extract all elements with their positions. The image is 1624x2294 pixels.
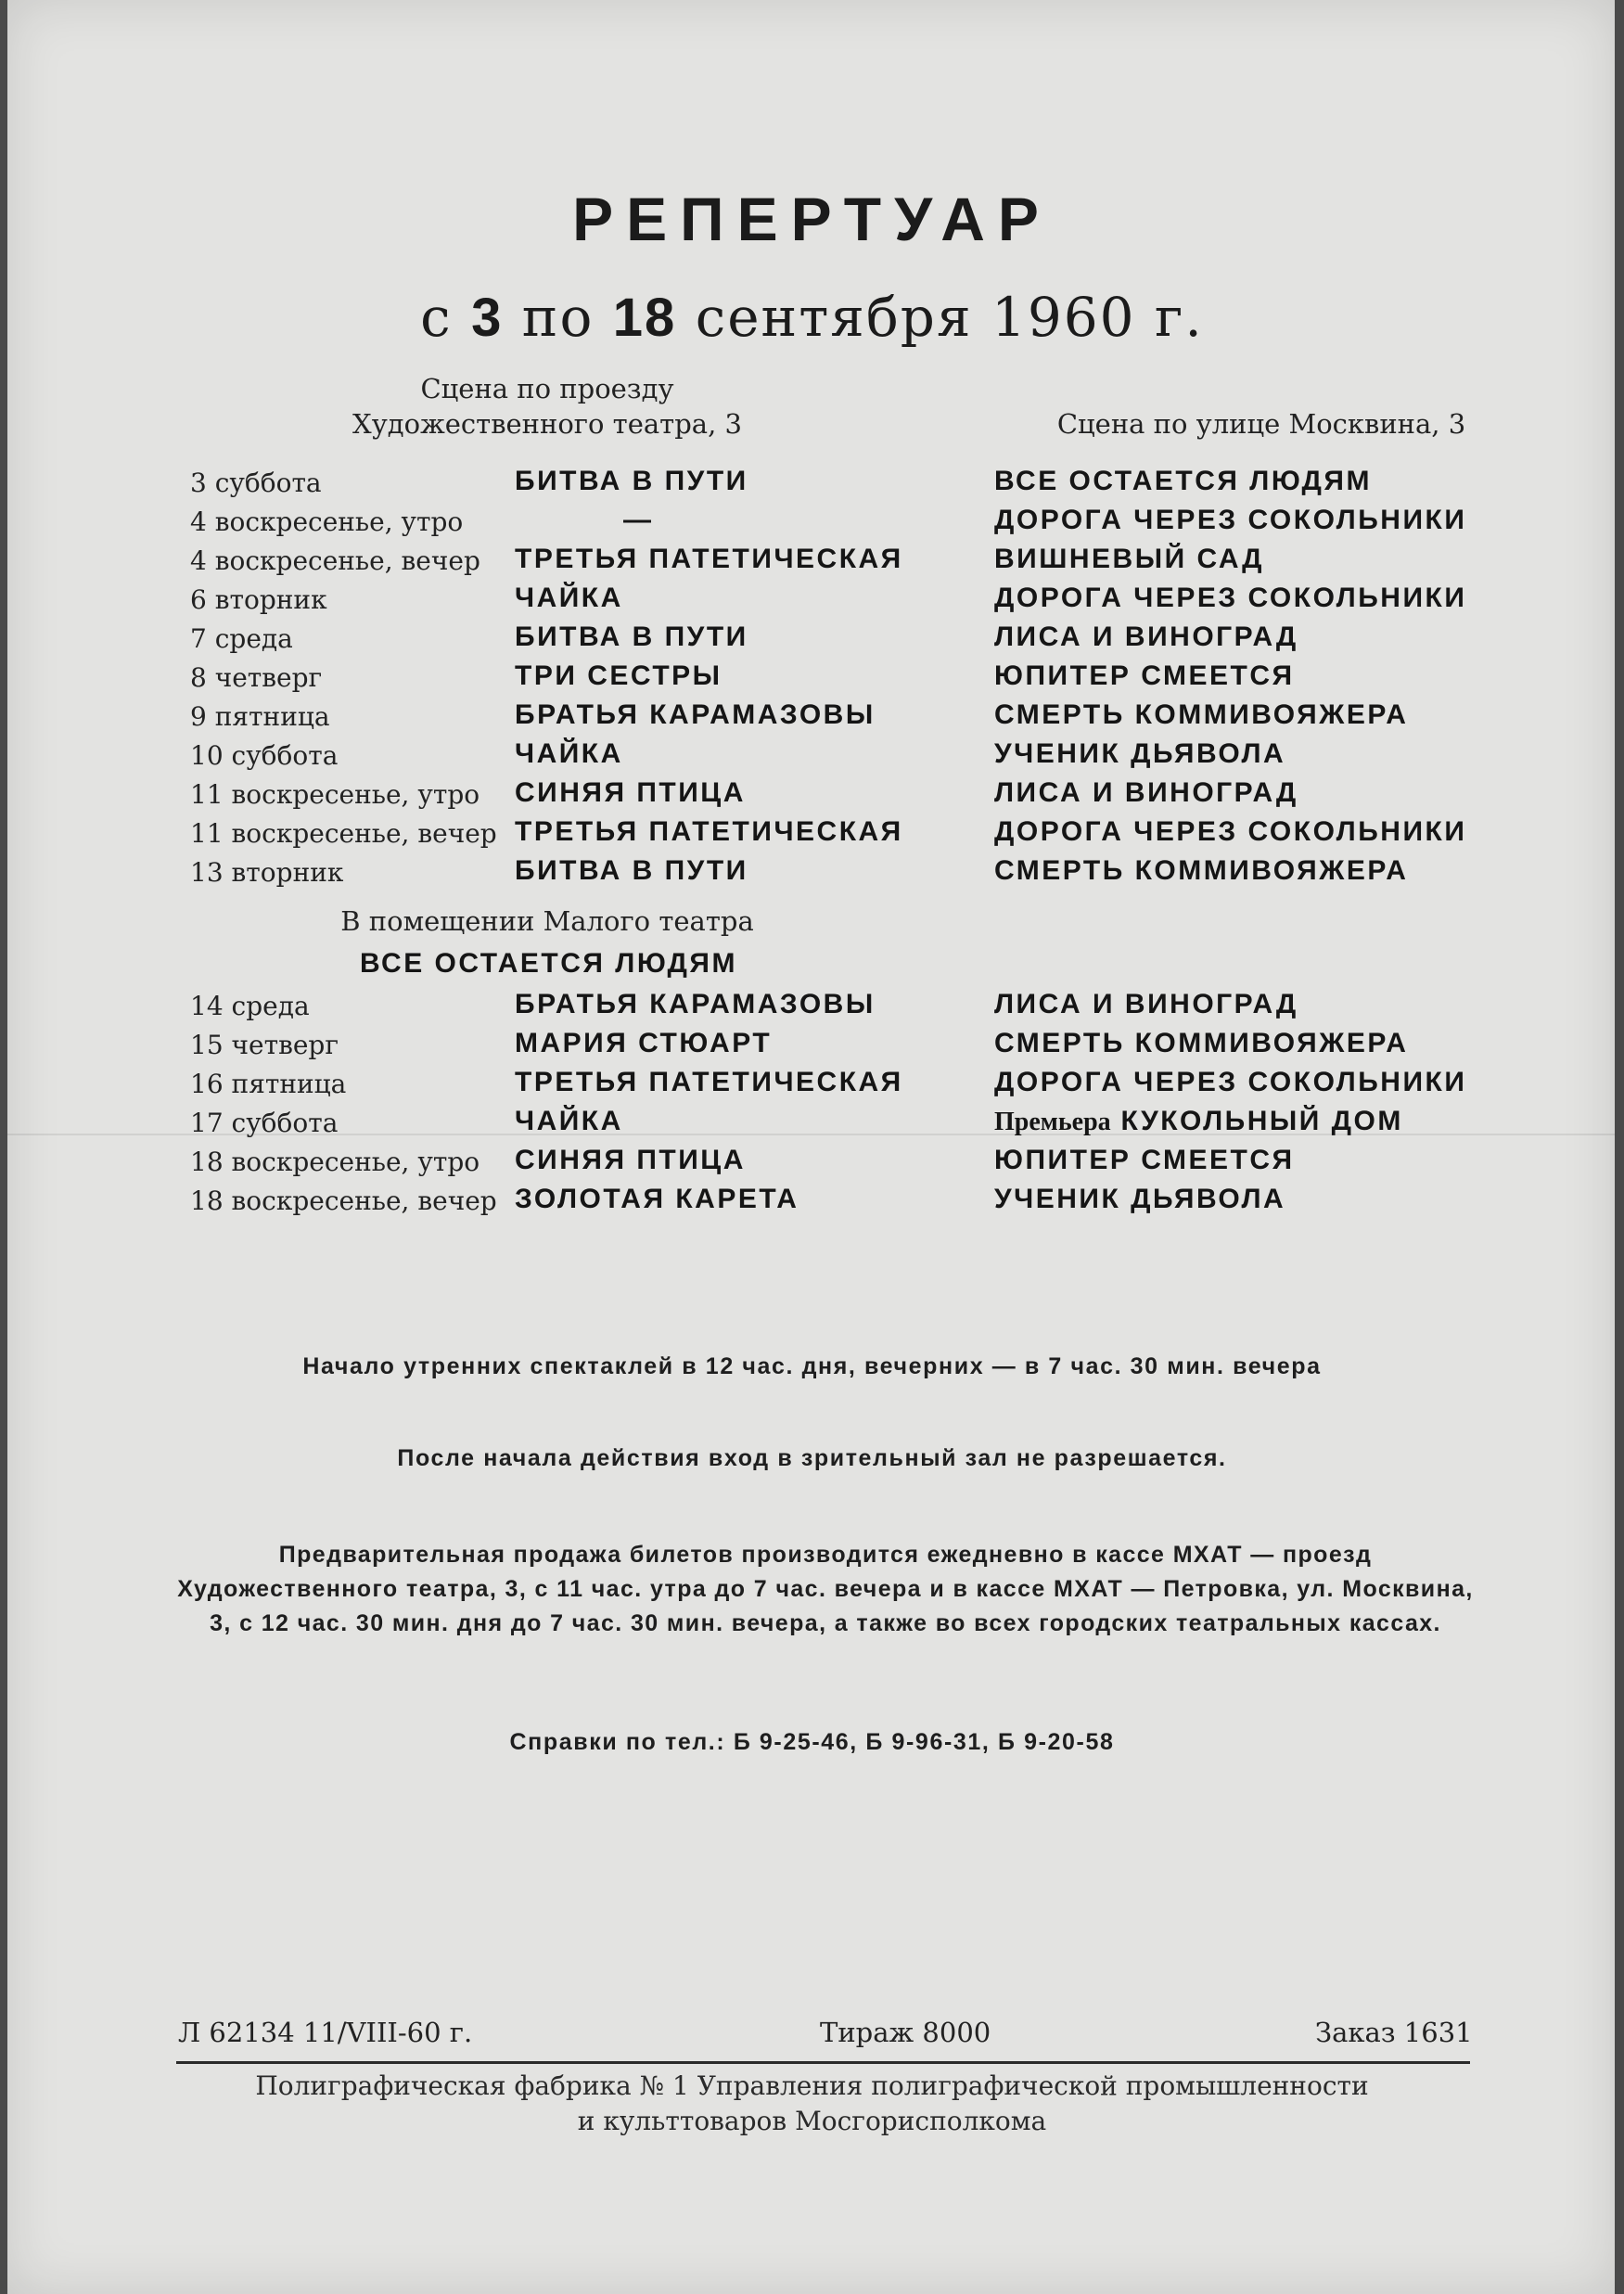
schedule-play-stage1: ТРЕТЬЯ ПАТЕТИЧЕСКАЯ [515, 1067, 903, 1097]
schedule-play-title: ЮПИТЕР СМЕЕТСЯ [994, 660, 1295, 691]
schedule-play-title: ДОРОГА ЧЕРЕЗ СОКОЛЬНИКИ [994, 1067, 1467, 1097]
schedule-play-stage1: БИТВА В ПУТИ [515, 622, 748, 652]
printer-line1: Полиграфическая фабрика № 1 Управления полиграфической промышленности [255, 2070, 1369, 2101]
schedule-play-stage2 [994, 699, 1408, 731]
schedule-play-stage1: ЧАЙКА [515, 1106, 623, 1136]
schedule-play-title: СМЕРТЬ КОММИВОЯЖЕРА [994, 855, 1409, 886]
small-hall-label: В помещении Малого театра [340, 905, 754, 937]
schedule-play-title: УЧЕНИК ДЬЯВОЛА [994, 738, 1286, 769]
schedule-day: 4 воскресенье, утро [190, 506, 464, 537]
schedule-day: 16 пятница [190, 1069, 347, 1099]
schedule-play-title: ЛИСА И ВИНОГРАД [994, 777, 1298, 808]
schedule-play-stage1: — [623, 505, 654, 535]
schedule-play-stage2 [994, 1067, 1466, 1098]
printer-line2: и культтоваров Мосгорисполкома [577, 2106, 1047, 2136]
phones-note: Справки по тел.: Б 9-25-46, Б 9-96-31, Б 9-20-58 [509, 1729, 1115, 1755]
schedule-play-stage1: ЧАЙКА [515, 583, 623, 613]
schedule-play-stage1: СИНЯЯ ПТИЦА [515, 1145, 746, 1175]
schedule-play-stage1: СИНЯЯ ПТИЦА [515, 777, 746, 808]
schedule-play-stage2 [994, 466, 1372, 497]
stage-left-header [315, 371, 779, 442]
stage-left-line2: Художественного театра, 3 [352, 408, 742, 440]
schedule-play-stage2 [994, 583, 1466, 614]
schedule-play-stage2 [994, 855, 1408, 887]
schedule-play-stage2 [994, 660, 1295, 692]
schedule-play-stage2 [994, 989, 1298, 1020]
schedule-play-title: СМЕРТЬ КОММИВОЯЖЕРА [994, 1028, 1409, 1058]
schedule-day: 11 воскресенье, вечер [190, 818, 497, 849]
schedule-play-stage2 [994, 1028, 1408, 1059]
schedule-day: 3 суббота [190, 468, 322, 498]
schedule-play-stage1: ТРИ СЕСТРЫ [515, 660, 722, 691]
schedule-day: 4 воскресенье, вечер [190, 545, 480, 576]
schedule-play-stage1: БРАТЬЯ КАРАМАЗОВЫ [515, 699, 876, 730]
schedule-play-stage2 [994, 777, 1298, 809]
schedule-play-stage2 [994, 622, 1298, 653]
no-entry-note: После начала действия вход в зрительный зал не разрешается. [397, 1445, 1227, 1471]
printer-imprint [0, 2069, 1624, 2139]
schedule-day: 10 суббота [190, 740, 339, 771]
schedule-play-stage1: ТРЕТЬЯ ПАТЕТИЧЕСКАЯ [515, 544, 903, 574]
schedule-play-title: ЛИСА И ВИНОГРАД [994, 622, 1298, 652]
schedule-play-stage1: БИТВА В ПУТИ [515, 466, 748, 496]
schedule-play-title: ЮПИТЕР СМЕЕТСЯ [994, 1145, 1295, 1175]
date-prefix: с [420, 286, 453, 349]
schedule-play-title: ВСЕ ОСТАЕТСЯ ЛЮДЯМ [994, 466, 1372, 496]
schedule-day: 6 вторник [190, 584, 327, 615]
schedule-play-stage2 [994, 1106, 1403, 1137]
schedule-day: 11 воскресенье, утро [190, 779, 480, 810]
schedule-play-title: ВИШНЕВЫЙ САД [994, 544, 1265, 574]
order-number: Заказ 1631 [1315, 2017, 1473, 2048]
footer-rule [176, 2061, 1470, 2064]
schedule-play-stage1: ЧАЙКА [515, 738, 623, 769]
schedule-play-title: ЛИСА И ВИНОГРАД [994, 989, 1298, 1019]
schedule-play-stage1: БИТВА В ПУТИ [515, 855, 748, 886]
schedule-play-title: УЧЕНИК ДЬЯВОЛА [994, 1184, 1286, 1214]
schedule-day: 18 воскресенье, вечер [190, 1185, 497, 1216]
date-from: 3 [471, 288, 504, 348]
small-hall-play: ВСЕ ОСТАЕТСЯ ЛЮДЯМ [360, 948, 737, 979]
page-title: РЕПЕРТУАР [572, 185, 1052, 253]
date-range [0, 286, 1624, 349]
print-run: Тираж 8000 [820, 2017, 991, 2048]
schedule-play-stage2 [994, 1145, 1295, 1176]
date-suffix: сентября 1960 г. [695, 286, 1204, 349]
schedule-play-title: КУКОЛЬНЫЙ ДОМ [1120, 1106, 1403, 1136]
schedule-play-stage2 [994, 1184, 1285, 1215]
schedule-play-stage1: ЗОЛОТАЯ КАРЕТА [515, 1184, 799, 1214]
schedule-day: 15 четверг [190, 1030, 339, 1060]
schedule-play-title: ДОРОГА ЧЕРЕЗ СОКОЛЬНИКИ [994, 816, 1467, 847]
schedule-day: 17 суббота [190, 1108, 339, 1138]
schedule-day: 14 среда [190, 991, 310, 1021]
stage-right-header: Сцена по улице Москвина, 3 [1056, 408, 1466, 440]
schedule-play-title: ДОРОГА ЧЕРЕЗ СОКОЛЬНИКИ [994, 583, 1467, 613]
schedule-play-title: СМЕРТЬ КОММИВОЯЖЕРА [994, 699, 1409, 730]
schedule-play-stage2 [994, 816, 1466, 848]
schedule-play-stage2 [994, 738, 1285, 770]
schedule-play-title: ДОРОГА ЧЕРЕЗ СОКОЛЬНИКИ [994, 505, 1467, 535]
schedule-play-stage1: МАРИЯ СТЮАРТ [515, 1028, 773, 1058]
schedule-play-stage2 [994, 505, 1466, 536]
schedule-day: 18 воскресенье, утро [190, 1147, 480, 1177]
schedule-day: 9 пятница [190, 701, 330, 732]
schedule-day: 13 вторник [190, 857, 344, 888]
print-code: Л 62134 11/VIII-60 г. [178, 2017, 473, 2048]
presale-note: Предварительная продажа билетов производится ежедневно в кассе МХАТ — проезд Художественного театра, 3, с 11 час. утра до 7 час. вечера и в кассе МХАТ — Петровка, ул. Москвина, 3, с 12 час. 30 мин. дня до 7 час. 30 мин. вечера, а также во всех городских театральных кассах. [177, 1542, 1474, 1636]
date-mid: по [521, 286, 595, 349]
schedule-day: 8 четверг [190, 662, 323, 693]
premiere-label: Премьера [994, 1108, 1111, 1136]
start-time-note: Начало утренних спектаклей в 12 час. дня, вечерних — в 7 час. 30 мин. вечера [302, 1353, 1322, 1379]
stage-left-line1: Сцена по проезду [420, 373, 674, 404]
schedule-play-stage1: ТРЕТЬЯ ПАТЕТИЧЕСКАЯ [515, 816, 903, 847]
schedule-play-stage2 [994, 544, 1264, 575]
date-to: 18 [612, 288, 677, 348]
schedule-day: 7 среда [190, 623, 293, 654]
schedule-play-stage1: БРАТЬЯ КАРАМАЗОВЫ [515, 989, 876, 1019]
